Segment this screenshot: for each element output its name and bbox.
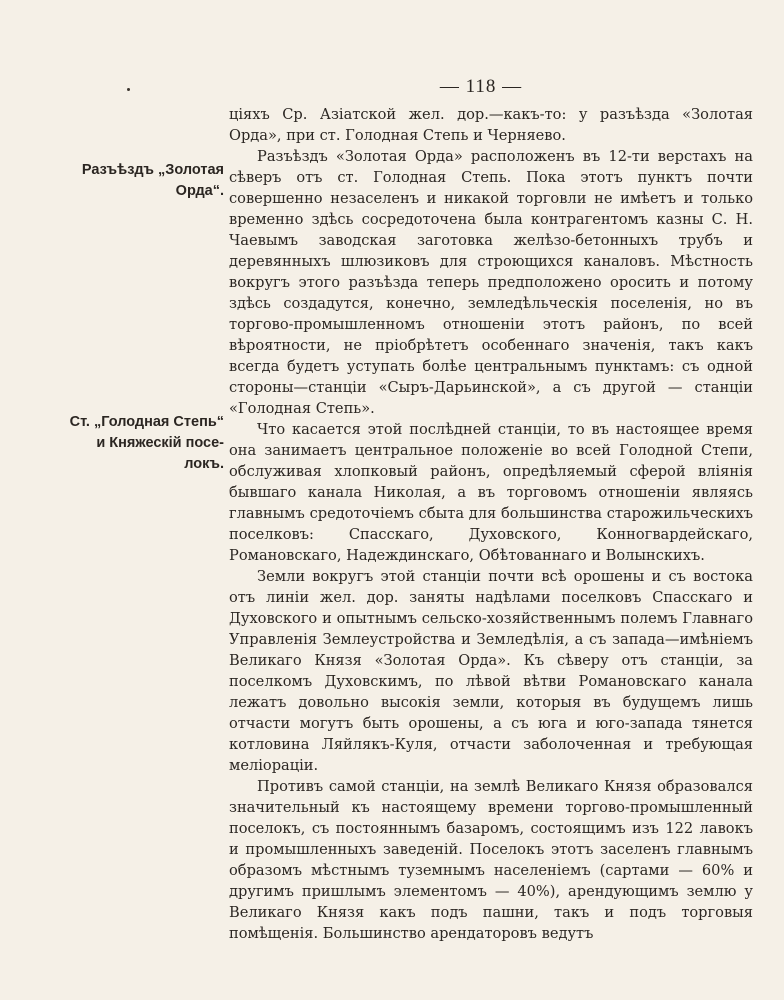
margin-note-line: Орда“. <box>175 183 224 199</box>
paragraph-lands-around-station: Земли вокругъ этой станціи почти всѣ орошены и съ востока отъ линіи жел. дор. заняты надѣлами поселковъ Спасскаго и Духовского и опытнымъ сельско-хозяйственнымъ полемъ Главнаго Управленія Землеустройства и Земледѣлія, а съ запада—имѣніемъ Великаго Князя «Золотая Орда». Къ сѣверу отъ станціи, за поселкомъ Духовскимъ, по лѣвой вѣтви Романовскаго канала лежатъ довольно высокія земли, которыя въ будущемъ лишь отчасти могутъ быть орошены, а съ юга и юго-запада тянется котловина Ляйлякъ-Куля, отчасти заболоченная и требующая меліораціи. <box>229 568 753 774</box>
paragraph-continuation: ціяхъ Ср. Азіатской жел. дор.—какъ-то: у разъѣзда «Золотая Орда», при ст. Голодная Степь и Черняево. <box>229 106 753 144</box>
paragraph-trade-settlement: Противъ самой станціи, на землѣ Великаго Князя образовался значительный къ настоящему времени торгово-промышленный поселокъ, съ постояннымъ базаромъ, состоящимъ изъ 122 лавокъ и промышленныхъ заведеній. Поселокъ этотъ заселенъ главнымъ образомъ мѣстнымъ туземнымъ населеніемъ (сартами — 60% и другимъ пришлымъ элементомъ — 40%), арендующимъ землю у Великаго Князя какъ подъ пашни, такъ и подъ торговыя помѣщенія. Большинство арендаторовъ ведутъ <box>229 778 753 942</box>
main-text <box>229 104 753 944</box>
paragraph-golodnaya-step-station: Что касается этой послѣдней станціи, то въ настоящее время она занимаетъ центральное положеніе во всей Голодной Степи, обслуживая хлопковый районъ, опредѣляемый сферой вліянія бывшаго канала Николая, а въ торговомъ отношеніи являясь главнымъ средоточіемъ сбыта для большинства старожильческихъ поселковъ: Спасскаго, Духовского, Конногвардейскаго, Романовскаго, Надеждинскаго, Обѣтованнаго и Волынскихъ. <box>229 421 753 564</box>
margin-note-line: Ст. „Голодная Степь“ <box>69 414 224 430</box>
margin-note-line: локъ. <box>184 456 224 472</box>
margin-note-line: Разъѣздъ „Золотая <box>81 162 224 178</box>
margin-note-golodnaya-step <box>70 412 224 475</box>
page-number: — 118 — <box>439 76 523 97</box>
margin-note-zolotaya-orda <box>82 160 224 202</box>
paragraph-zolotaya-orda: Разъѣздъ «Золотая Орда» расположенъ въ 12-ти верстахъ на сѣверъ отъ ст. Голодная Степь. Пока этотъ пунктъ почти совершенно незаселенъ и никакой торговли не имѣетъ и только временно здѣсь сосредоточена была контрагентомъ казны С. Н. Чаевымъ заводская заготовка желѣзо-бетонныхъ трубъ и деревянныхъ шлюзиковъ для строющихся каналовъ. Мѣстность вокругъ этого разъѣзда теперь предположено оросить и потому здѣсь создадутся, конечно, земледѣльческія поселенія, но въ торгово-промышленномъ отношеніи этотъ районъ, по всей вѣроятности, не пріобрѣтетъ особеннаго значенія, такъ какъ всегда будетъ уступать болѣе центральнымъ пунктамъ: съ одной стороны—станціи «Сыръ-Дарьинской», а съ другой — станціи «Голодная Степь». <box>229 148 753 417</box>
margin-note-line: и Княжескій посе- <box>96 435 224 451</box>
